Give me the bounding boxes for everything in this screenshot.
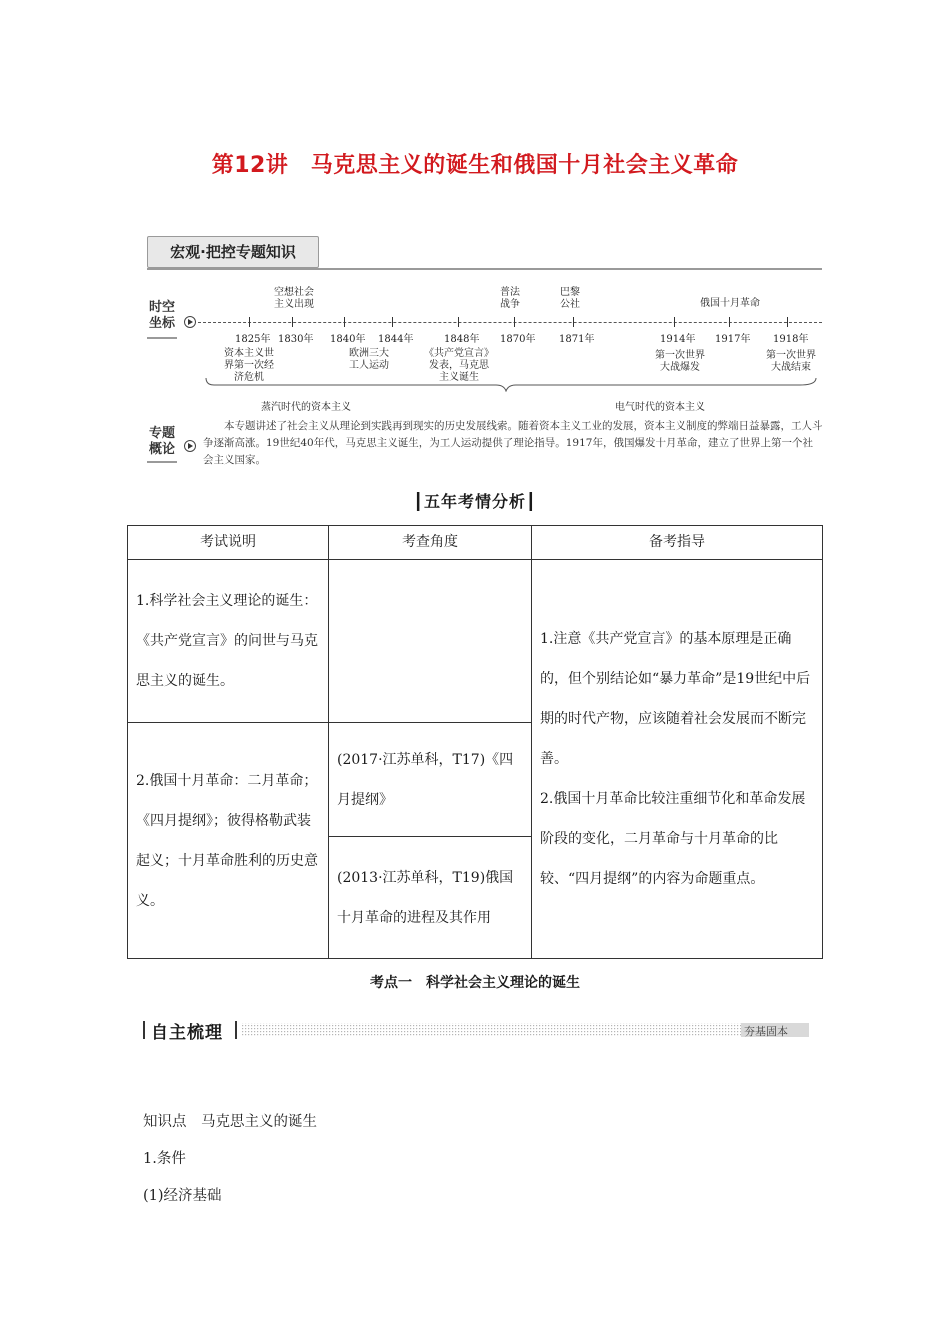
timeline-year: 1918年 (773, 334, 809, 345)
label-underline (147, 461, 177, 463)
table-cell: (2017·江苏单科，T17)《四月提纲》 (329, 723, 532, 837)
play-icon (184, 440, 196, 452)
body-item: (1)经济基础 (143, 1188, 222, 1204)
timeline-tick (729, 317, 730, 327)
timeline-tick (514, 317, 515, 327)
timeline-tick (674, 317, 675, 327)
timeline-year: 1870年 (500, 334, 536, 345)
timeline-label: 时空 坐标 (149, 300, 176, 331)
timeline-event: 第一次世界 大战爆发 (655, 350, 705, 373)
timeline-tick (344, 317, 345, 327)
timeline-tick (292, 317, 293, 327)
overview-text: 本专题讲述了社会主义从理论到实践再到现实的历史发展线索。随着资本主义工业的发展，资本主义制度的弊端日益暴露，工人斗争逐渐高涨。19世纪40年代，马克思主义诞生，为工人运动提供了理论指导。1917年，俄国爆发十月革命，建立了世界上第一个社会主义国家。 (203, 420, 823, 466)
timeline-tick (573, 317, 574, 327)
kaodian-heading: 考点一 科学社会主义理论的诞生 (370, 975, 580, 991)
timeline-tick (392, 317, 393, 327)
era-label: 电气时代的资本主义 (615, 402, 705, 413)
timeline-year: 1871年 (559, 334, 595, 345)
timeline-year: 1840年 (330, 334, 366, 345)
timeline-event: 第一次世界 大战结束 (766, 350, 816, 373)
timeline-year: 1914年 (660, 334, 696, 345)
timeline-year: 1848年 (444, 334, 480, 345)
timeline-event: 欧洲三大 工人运动 (349, 348, 389, 371)
timeline-event: 巴黎 公社 (560, 287, 580, 310)
table-header: 考查角度 (329, 526, 532, 560)
timeline-event: 空想社会 主义出现 (274, 287, 314, 310)
table-header: 考试说明 (128, 526, 329, 560)
table-cell: 1.科学社会主义理论的诞生：《共产党宣言》的问世与马克思主义的诞生。 (128, 560, 329, 723)
timeline-tick (787, 317, 788, 327)
timeline-tick (249, 317, 250, 327)
table-cell (329, 560, 532, 723)
banner-divider (147, 268, 822, 270)
page-title: 第12讲 马克思主义的诞生和俄国十月社会主义革命 (211, 153, 739, 178)
timeline-tick (458, 317, 459, 327)
table-header: 备考指导 (532, 526, 823, 560)
timeline-event: 资本主义世 界第一次经 济危机 (224, 348, 274, 383)
label-underline (147, 337, 177, 339)
play-icon (184, 316, 196, 328)
zizhu-banner (143, 1019, 809, 1041)
knowledge-point: 知识点 马克思主义的诞生 (143, 1114, 317, 1130)
table-cell: 2.俄国十月革命：二月革命；《四月提纲》；彼得格勒武装起义；十月革命胜利的历史意义。 (128, 723, 329, 959)
timeline-year: 1825年 (235, 334, 271, 345)
timeline-event: 《共产党宣言》 发表，马克思 主义诞生 (424, 348, 494, 383)
analysis-table (127, 525, 823, 959)
zizhu-tag: 夯基固本 (744, 1025, 788, 1038)
timeline-year: 1917年 (715, 334, 751, 345)
body-item: 1.条件 (143, 1151, 186, 1167)
overview-label: 专题 概论 (149, 426, 176, 457)
table-cell: (2013·江苏单科，T19)俄国十月革命的进程及其作用 (329, 837, 532, 959)
table-cell: 1.注意《共产党宣言》的基本原理是正确的，但个别结论如“暴力革命”是19世纪中后期的时代产物，应该随着社会发展而不断完善。 2.俄国十月革命比较注重细节化和革命发展阶段的变化，二月革命与十月革命的比较、“四月提纲”的内容为命题重点。 (532, 560, 823, 959)
era-label: 蒸汽时代的资本主义 (261, 402, 351, 413)
section-heading: ┃五年考情分析┃ (413, 492, 537, 511)
timeline-event: 俄国十月革命 (700, 298, 760, 309)
timeline-year: 1830年 (278, 334, 314, 345)
timeline-year: 1844年 (378, 334, 414, 345)
section-banner: 宏观·把控专题知识 (147, 236, 319, 268)
timeline-event: 普法 战争 (500, 287, 520, 310)
era-brackets (200, 376, 824, 392)
zizhu-label: 自主梳理 (151, 1023, 223, 1043)
